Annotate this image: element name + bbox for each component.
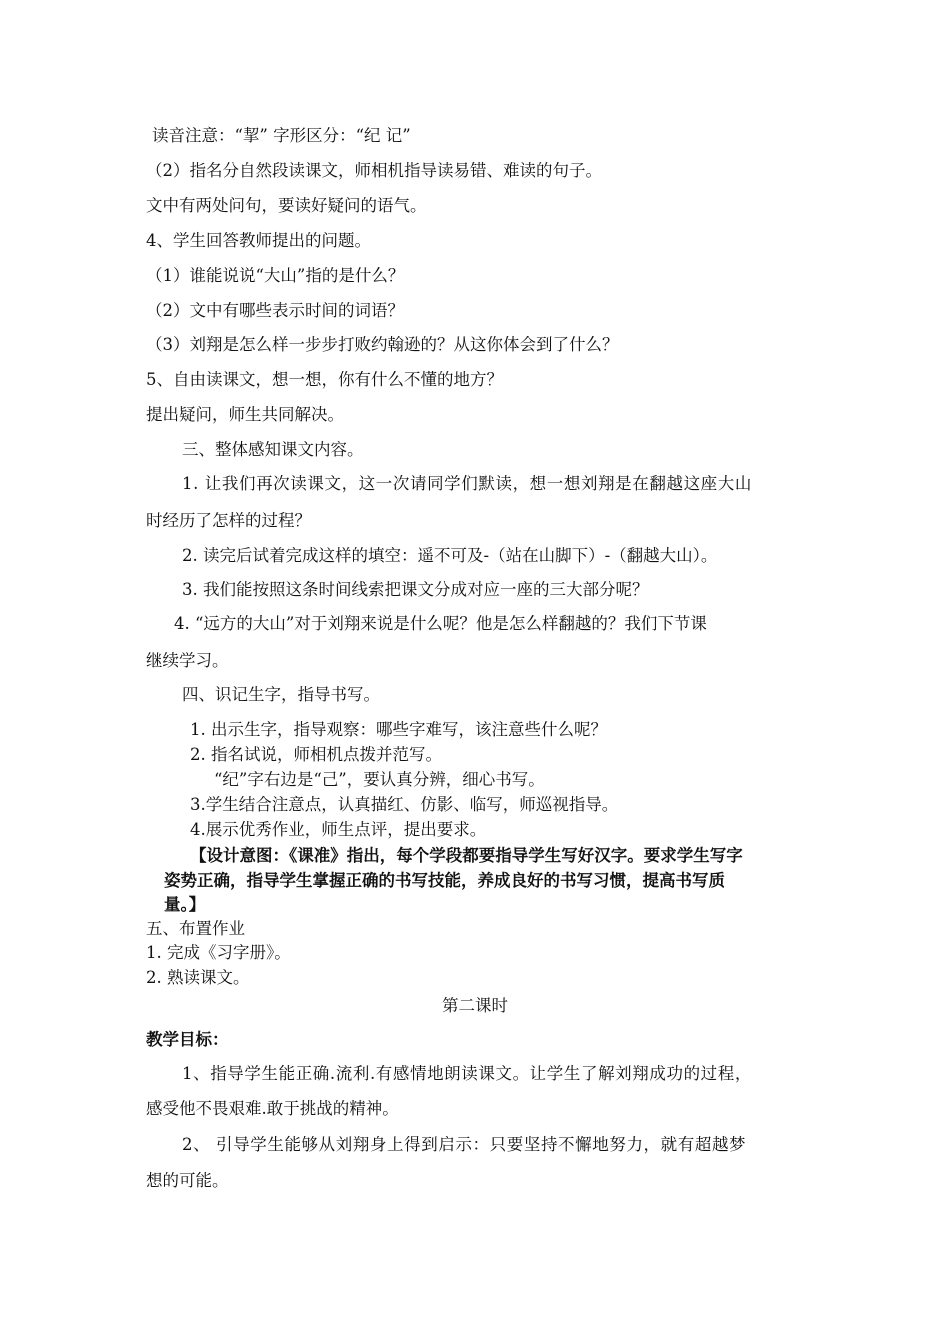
section-4-item-3: 3.学生结合注意点，认真描红、仿影、临写，师巡视指导。 [190, 795, 619, 814]
pronunciation-note: 读音注意：“挈” 字形区分：“纪 记” [152, 126, 411, 145]
doubts-note: 提出疑问，师生共同解决。 [146, 405, 344, 424]
homework-item-1: 1. 完成《习字册》。 [146, 943, 291, 962]
section-3-heading: 三、整体感知课文内容。 [182, 440, 364, 459]
teaching-goals-heading: 教学目标： [146, 1030, 229, 1049]
question-tone-note: 文中有两处问句，要读好疑问的语气。 [146, 196, 427, 215]
section-5-heading: 五、布置作业 [146, 919, 245, 938]
section-3-item-2: 2. 读完后试着完成这样的填空：遥不可及-（站在山脚下）-（翻越大山）。 [182, 546, 718, 565]
goal-1-cont: 感受他不畏艰难.敢于挑战的精神。 [146, 1099, 399, 1118]
section-4-heading: 四、识记生字，指导书写。 [182, 685, 380, 704]
section-4-item-4: 4.展示优秀作业，师生点评，提出要求。 [190, 820, 487, 839]
homework-item-2: 2. 熟读课文。 [146, 968, 250, 987]
design-intent-line-1: 【设计意图：《课准》指出，每个学段都要指导学生写好汉字。要求学生写字 [190, 846, 743, 865]
design-intent-line-2: 姿势正确，指导学生掌握正确的书写技能，养成良好的书写习惯，提高书写质 [164, 871, 725, 890]
goal-1: 1、指导学生能正确.流利.有感情地朗读课文。让学生了解刘翔成功的过程， [182, 1064, 752, 1083]
section-3-item-4: 4. “远方的大山”对于刘翔来说是什么呢？他是怎么样翻越的？我们下节课 [174, 614, 707, 633]
design-intent-line-3: 量。】 [164, 895, 206, 914]
section-3-item-3: 3. 我们能按照这条时间线索把课文分成对应一座的三大部分呢？ [182, 580, 649, 599]
paragraph-reading-step: （2）指名分自然段读课文，师相机指导读易错、难读的句子。 [146, 161, 602, 180]
section-4-item-2-detail: “纪”字右边是“己”，要认真分辨，细心书写。 [214, 770, 545, 789]
second-lesson-title: 第二课时 [442, 996, 508, 1015]
section-3-item-1-cont: 时经历了怎样的过程？ [146, 511, 311, 530]
goal-2-cont: 想的可能。 [146, 1171, 229, 1190]
question-2: （2）文中有哪些表示时间的词语？ [146, 301, 404, 320]
question-3: （3）刘翔是怎么样一步步打败约翰逊的？从这你体会到了什么？ [146, 335, 619, 354]
section-3-item-4-cont: 继续学习。 [146, 651, 229, 670]
question-1: （1）谁能说说“大山”指的是什么？ [146, 266, 405, 285]
section-4-item-1: 1. 出示生字，指导观察：哪些字难写，该注意些什么呢？ [190, 720, 607, 739]
section-3-item-1: 1. 让我们再次读课文，这一次请同学们默读，想一想刘翔是在翻越这座大山 [182, 474, 752, 493]
section-4-item-2: 2. 指名试说，师相机点拨并范写。 [190, 745, 442, 764]
step-4-heading: 4、学生回答教师提出的问题。 [146, 231, 371, 250]
step-5-heading: 5、自由读课文，想一想，你有什么不懂的地方？ [146, 370, 503, 389]
goal-2: 2、 引导学生能够从刘翔身上得到启示：只要坚持不懈地努力，就有超越梦 [182, 1135, 747, 1154]
